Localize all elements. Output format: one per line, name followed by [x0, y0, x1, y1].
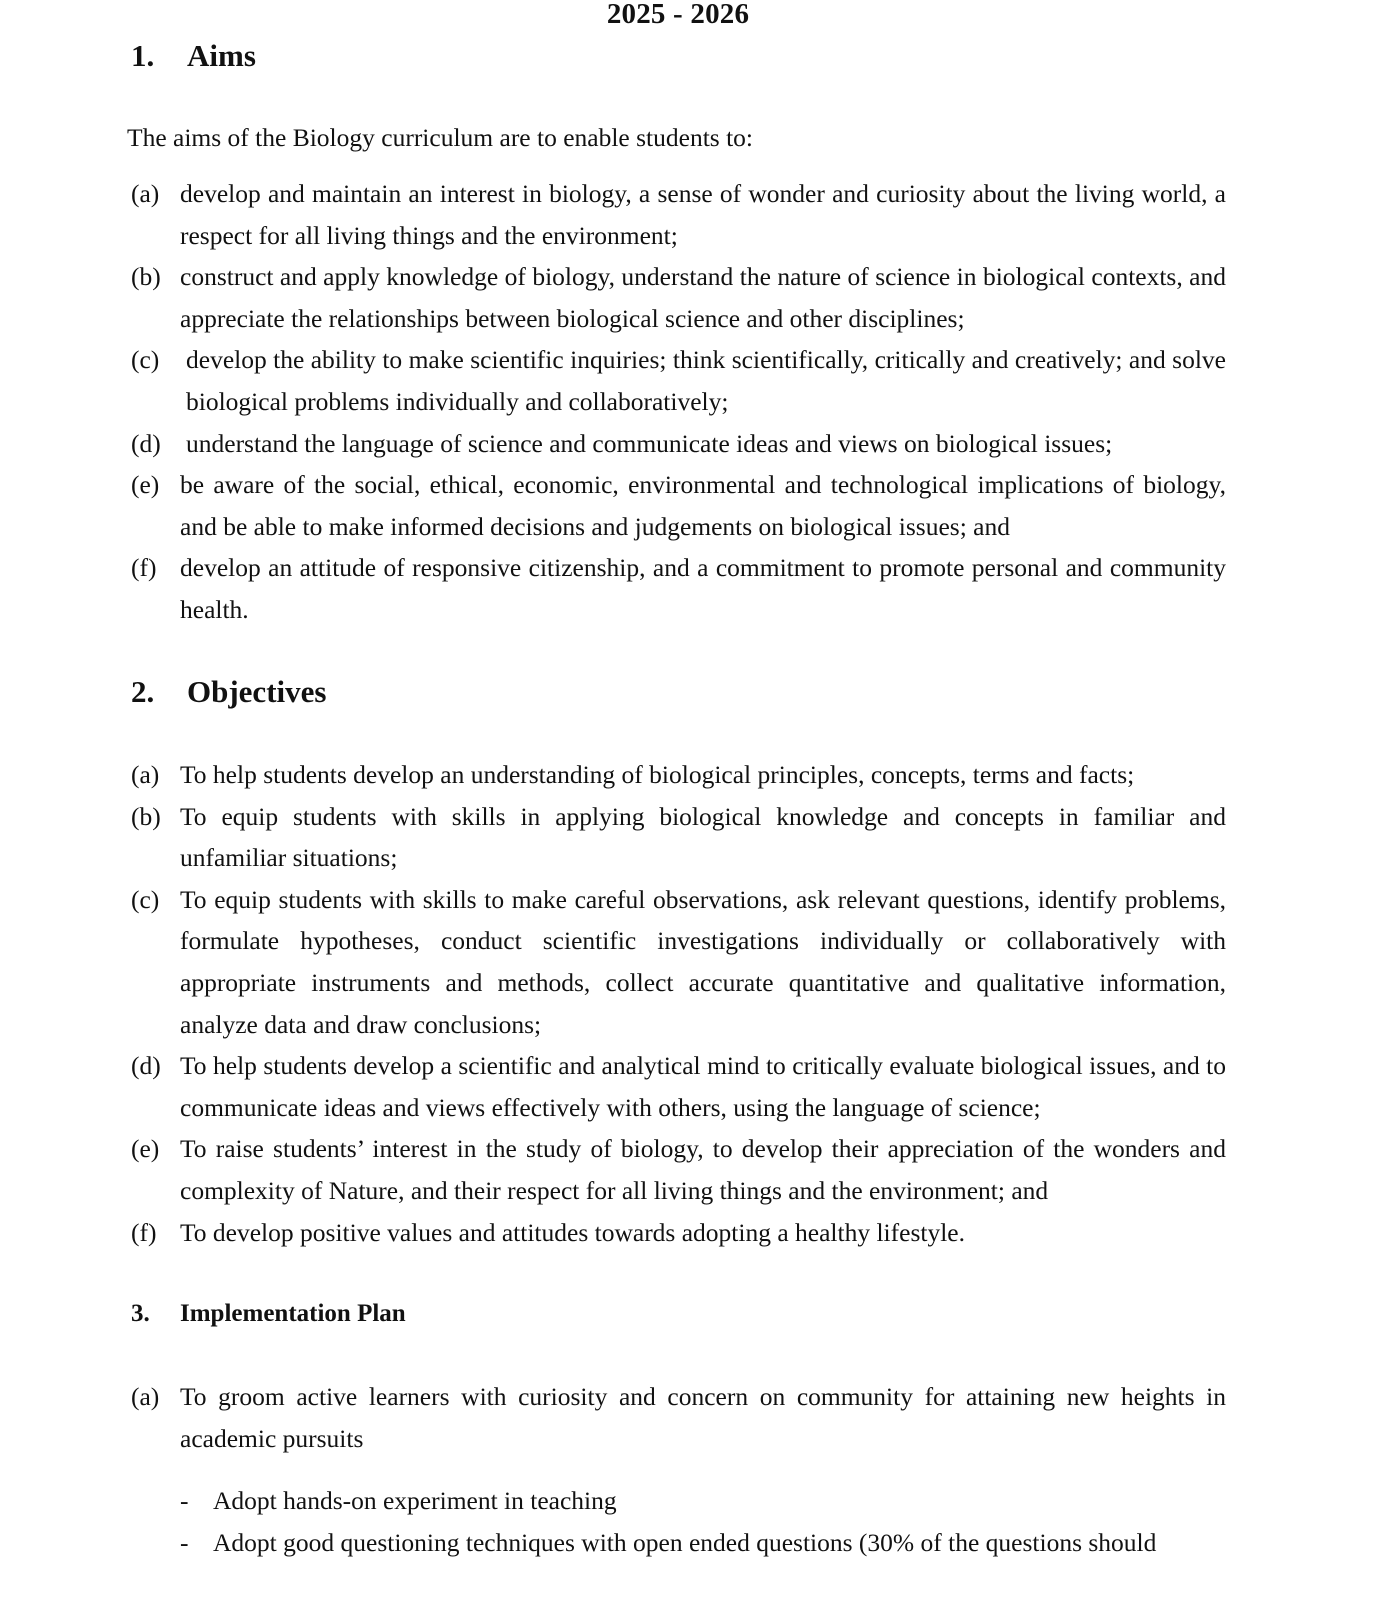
item-text: develop the ability to make scientific inquiries; think scientifically, critically and creatively; and solve biological problems individually and collaboratively;	[186, 345, 1226, 416]
item-label: (b)	[131, 262, 161, 292]
section-heading-aims	[131, 36, 256, 76]
item-text: develop and maintain an interest in biology, a sense of wonder and curiosity about the living world, a respect for all living things and the environment;	[180, 179, 1226, 250]
list-item	[131, 339, 1226, 422]
list-item	[131, 1376, 1226, 1459]
item-text: construct and apply knowledge of biology, understand the nature of science in biological contexts, and appreciate the relationships between biological science and other disciplines;	[180, 262, 1226, 333]
item-label: (b)	[131, 801, 161, 831]
item-label: (e)	[131, 1134, 160, 1164]
academic-year-title: 2025 - 2026	[606, 0, 750, 30]
section-number: 2.	[131, 674, 155, 709]
item-label: (d)	[131, 1051, 161, 1081]
objectives-list	[131, 754, 1226, 1253]
item-text: To raise students’ interest in the study of biology, to develop their appreciation of the wonders and complexity of Nature, and their respect for all living things and the environment; and	[180, 1134, 1226, 1205]
item-label: (e)	[131, 470, 160, 500]
section-heading-objectives	[131, 672, 326, 712]
section-number: 3.	[131, 1300, 150, 1327]
aims-list	[131, 173, 1226, 631]
item-label: (a)	[131, 1382, 160, 1411]
aims-intro: The aims of the Biology curriculum are to enable students to:	[127, 123, 754, 152]
dash-bullet-icon: -	[180, 1527, 189, 1557]
list-item	[131, 1128, 1226, 1211]
item-text: be aware of the social, ethical, economic, environmental and technological implications of biology, and be able to make informed decisions and judgements on biological issues; and	[180, 470, 1226, 541]
list-item	[131, 173, 1226, 256]
item-text: To help students develop an understanding of biological principles, concepts, terms and facts;	[180, 760, 1135, 789]
item-text: To equip students with skills to make careful observations, ask relevant questions, identify problems, formulate hypotheses, conduct scientific investigations individually or collaboratively with appropriate instruments and methods, collect accurate quantitative and qualitative information, analyze data and draw conclusions;	[180, 884, 1226, 1039]
list-item	[131, 1212, 1226, 1254]
item-label: (f)	[131, 553, 157, 583]
item-text: develop an attitude of responsive citizenship, and a commitment to promote personal and community health.	[180, 553, 1226, 624]
item-text: understand the language of science and communicate ideas and views on biological issues;	[186, 428, 1113, 458]
dash-bullet-icon: -	[180, 1486, 189, 1515]
section-title: Implementation Plan	[180, 1300, 406, 1327]
section-heading-implementation-plan	[131, 1294, 406, 1334]
list-item	[131, 423, 1226, 465]
list-item	[131, 879, 1226, 1045]
section-title: Aims	[187, 38, 256, 73]
item-text: To equip students with skills in applying biological knowledge and concepts in familiar and unfamiliar situations;	[180, 801, 1226, 873]
item-label: (a)	[131, 760, 160, 789]
implementation-bullets	[180, 1480, 1226, 1563]
item-text: To help students develop a scientific and analytical mind to critically evaluate biological issues, and to communicate ideas and views effectively with others, using the language of science;	[180, 1051, 1226, 1122]
bullet-item	[180, 1522, 1226, 1564]
implementation-list	[131, 1376, 1226, 1459]
section-title: Objectives	[187, 674, 327, 709]
bullet-item	[180, 1480, 1226, 1522]
list-item	[131, 464, 1226, 547]
list-item	[131, 796, 1226, 879]
item-label: (a)	[131, 179, 160, 208]
bullet-text: Adopt good questioning techniques with open ended questions (30% of the questions should	[213, 1527, 1157, 1557]
list-item	[131, 256, 1226, 339]
section-number: 1.	[131, 38, 155, 73]
list-item	[131, 1045, 1226, 1128]
item-text: To develop positive values and attitudes towards adopting a healthy lifestyle.	[180, 1217, 965, 1247]
item-label: (f)	[131, 1217, 157, 1247]
list-item	[131, 547, 1226, 630]
item-label: (d)	[131, 428, 161, 458]
item-label: (c)	[131, 884, 160, 914]
item-label: (c)	[131, 345, 160, 375]
item-text: To groom active learners with curiosity and concern on community for attaining new heights in academic pursuits	[180, 1382, 1226, 1453]
bullet-text: Adopt hands-on experiment in teaching	[213, 1486, 617, 1515]
list-item	[131, 754, 1226, 796]
